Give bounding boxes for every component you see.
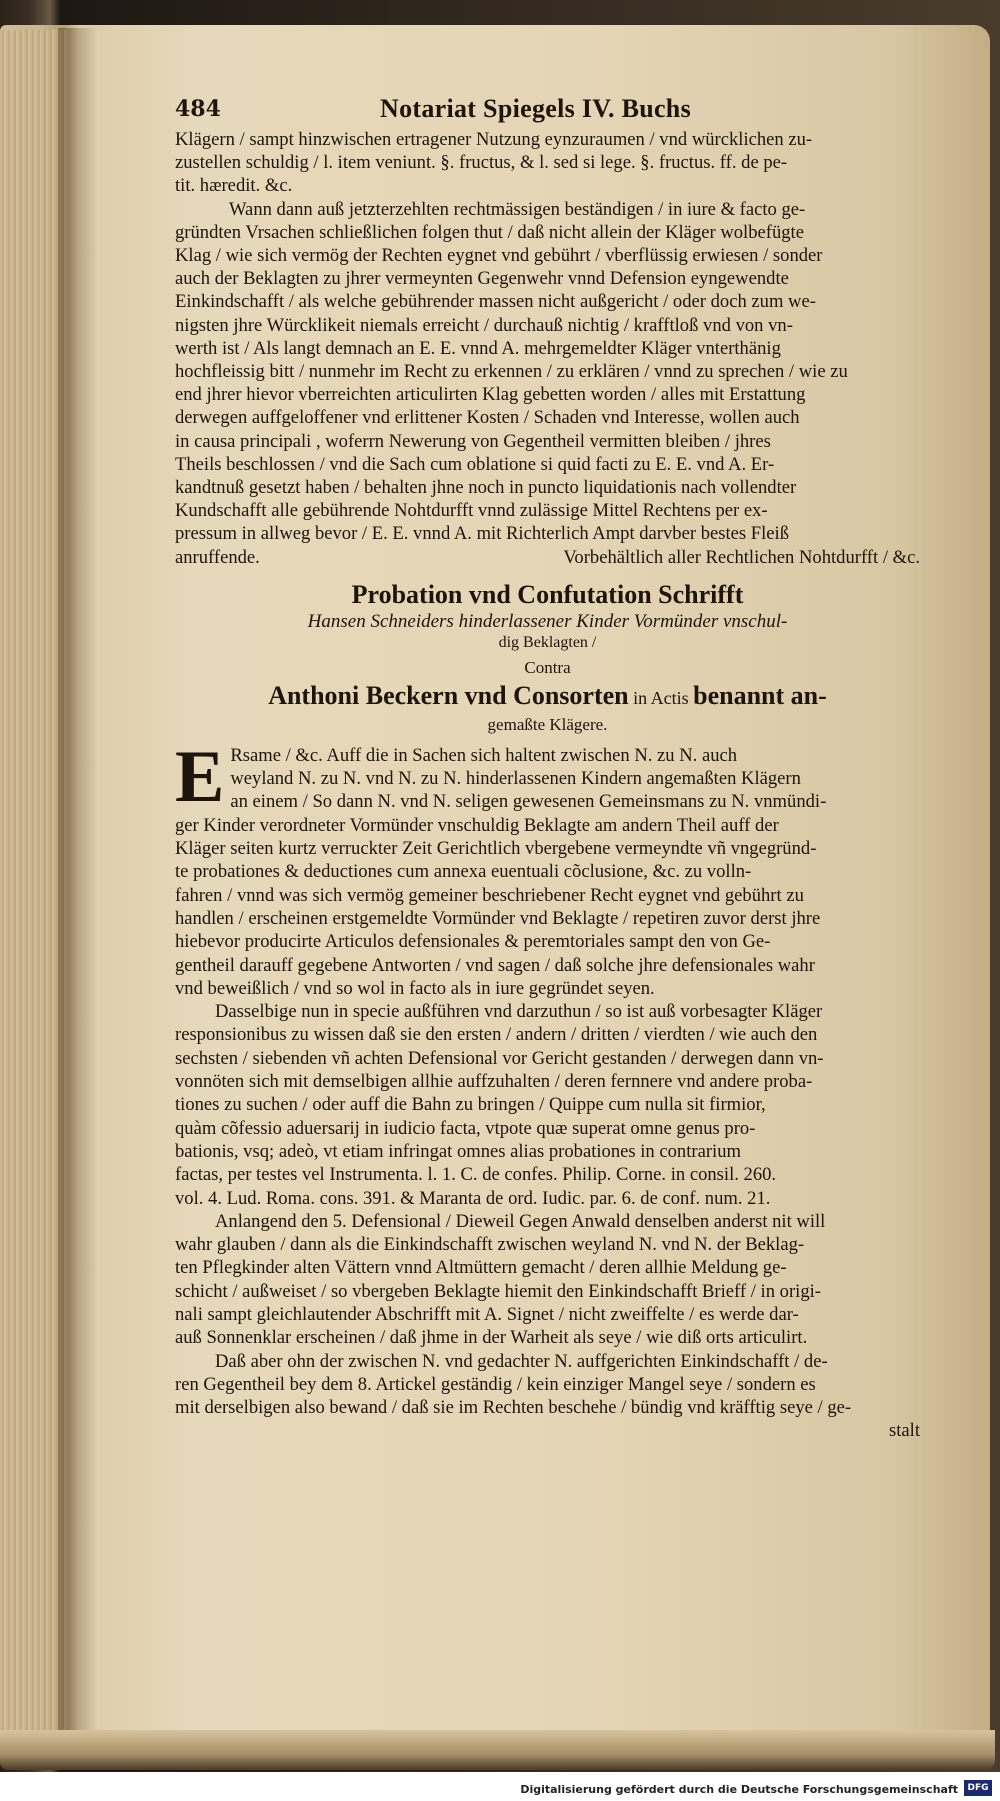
text-line: zustellen schuldig / l. item veniunt. §. fructus, & l. sed si lege. §. fructus. ff. de pe-: [175, 152, 788, 174]
text-line: kandtnuß gesetzt haben / behalten jhne noch in puncto liquidationis nach vollendter: [175, 477, 797, 499]
text-line: in causa principali , woferrn Newerung von Gegentheil vermitten bleiben / jhres: [175, 430, 771, 452]
text-line: Anlangend den 5. Defensional / Dieweil Gegen Anwald denselben anderst nit will: [215, 1210, 826, 1232]
text-line: werth ist / Als langt demnach an E. E. vnnd A. mehrgemeldter Kläger vnterthänig: [175, 337, 781, 359]
dfg-logo-icon: DFG: [964, 1780, 992, 1796]
parties-heading: [175, 680, 920, 714]
text-line: vnd beweißlich / vnd so wol in facto als in iure gegründet seyen.: [175, 977, 655, 999]
text-line: Rsame / &c. Auff die in Sachen sich haltent zwischen N. zu N. auch: [230, 744, 738, 766]
contra-label: Contra: [524, 657, 571, 677]
text-line: sechsten / siebenden vñ achten Defensional vor Gericht gestanden / derwegen dann vn-: [175, 1047, 824, 1069]
paragraph-5: [175, 1210, 920, 1350]
text-line: schicht / außweiset / so vbergeben Beklagte hiemit den Einkindschafft Brieff / in origi-: [175, 1280, 821, 1302]
text-line: weyland N. zu N. vnd N. zu N. hinderlassenen Kindern angemaßten Klägern: [230, 768, 801, 790]
text-line: gründten Vrsachen schließlichen folgen thut / daß nicht allein der Kläger wolbefügte: [175, 221, 804, 243]
text-line: auch der Beklagten zu jhrer vermeynten Gegenwehr vnnd Defension eyngewendte: [175, 268, 789, 290]
text-line: ten Pflegkinder alten Vättern vnnd Altmüttern gemacht / deren allhie Meldung ge-: [175, 1257, 787, 1279]
text-line: Kundschafft alle gebührende Nohtdurfft vnnd zulässige Mittel Rechtens per ex-: [175, 500, 768, 522]
section-subheading: Hansen Schneiders hinderlassener Kinder Vormünder vnschul-: [307, 610, 788, 632]
section-subheading-cont: dig Beklagten /: [498, 633, 597, 651]
closing-line: [175, 546, 920, 569]
paragraph-6: [175, 1350, 920, 1443]
text-line: derwegen auffgeloffener vnd erlittener Kosten / Schaden vnd Interesse, wollen auch: [175, 407, 800, 429]
text-line: wahr glauben / dann als die Einkindschafft zwischen weyland N. vnd N. der Beklag-: [175, 1234, 805, 1256]
text-line: hochfleissig bitt / nunmehr im Recht zu erkennen / zu erklären / vnnd zu sprechen / wie zu: [175, 361, 848, 383]
text-line: bationis, vsq; adeò, vt etiam infringat omnes alias probationes in contrarium: [175, 1140, 741, 1162]
closing-left: anruffende.: [175, 546, 260, 568]
paragraph-1: [175, 128, 920, 198]
text-line: auß Sonnenklar erscheinen / daß jhme in der Warheit als seye / wie diß orts articulirt.: [175, 1327, 808, 1349]
text-line: Einkindschafft / als welche gebührender massen nicht außgericht / oder doch zum we-: [175, 291, 816, 313]
book-bottom-edge: [0, 1730, 995, 1770]
text-line: Theils beschlossen / vnd die Sach cum oblatione si quid facti zu E. E. vnd A. Er-: [175, 453, 775, 475]
text-line: Klägern / sampt hinzwischen ertragener Nutzung eynzuraumen / vnd würcklichen zu-: [175, 129, 813, 150]
drop-capital: E: [175, 735, 225, 818]
paragraph-2: [175, 198, 920, 546]
text-line: hiebevor producirte Articulos defensionales & peremtoriales sampt den von Ge-: [175, 931, 771, 953]
parties-heading-cont: gemaßte Klägere.: [487, 714, 608, 734]
parties-name: Anthoni Beckern vnd Consorten: [268, 680, 629, 710]
text-line: ger Kinder verordneter Vormünder vnschuldig Beklagte am andern Theil auff der: [175, 814, 779, 836]
catchword: stalt: [889, 1420, 920, 1442]
text-line: vonnöten sich mit demselbigen allhie auffzuhalten / deren fernnere vnd andere proba-: [175, 1071, 813, 1093]
text-line: Wann dann auß jetzterzehlten rechtmässigen beständigen / in iure & facto ge-: [229, 198, 806, 220]
text-line: vol. 4. Lud. Roma. cons. 391. & Maranta de ord. Iudic. par. 6. de conf. num. 21.: [175, 1187, 771, 1209]
text-line: te probationes & deductiones cum annexa euentuali cõclusione, &c. zu volln-: [175, 861, 752, 883]
text-line: responsionibus zu wissen daß sie den ersten / andern / dritten / vierdten / wie auch den: [175, 1024, 818, 1046]
gutter-shadow: [58, 28, 98, 1763]
text-line: nali sampt gleichlautender Abschrifft mit A. Signet / nicht zweiffelte / es werde dar-: [175, 1303, 799, 1325]
text-line: Kläger seiten kurtz verruckter Zeit Gerichtlich vbergebene vermeyndte vñ vngegründ-: [175, 838, 817, 860]
section-heading: Probation vnd Confutation Schrifft: [351, 579, 744, 609]
text-line: quàm cõfessio aduersarij in iudicio facta, vtpote quæ superat omne genus pro-: [175, 1117, 756, 1139]
text-line: Klag / wie sich vermög der Rechten eygnet vnd gebührt / vberflüssig erwiesen / sonder: [175, 245, 823, 267]
text-line: tiones zu suchen / oder auff die Bahn zu bringen / Quippe cum nulla sit firmior,: [175, 1094, 766, 1116]
text-line: gentheil darauff gegebene Antworten / vnd sagen / daß solche jhre defensionales wahr: [175, 954, 815, 976]
text-line: tit. hæredit. &c.: [175, 175, 293, 197]
text-line: handlen / erscheinen erstgemeldte Vormünder vnd Beklagte / repetiren zuvor derst jhre: [175, 907, 821, 929]
page-header: [175, 92, 920, 128]
text-line: an einem / So dann N. vnd N. seligen gewesenen Gemeinsmans zu N. vnmündi-: [230, 791, 827, 813]
digitization-credit: Digitalisierung gefördert durch die Deutsche Forschungsgemeinschaft: [520, 1783, 958, 1796]
closing-right: Vorbehältlich aller Rechtlichen Nohtdurfft / &c.: [563, 546, 920, 568]
text-line: factas, per testes vel Instrumenta. l. 1. C. de confes. Philip. Corne. in consil. 260.: [175, 1164, 777, 1186]
parties-in-actis: in Actis: [628, 687, 694, 708]
running-title: Notariat Spiegels IV. Buchs: [380, 94, 691, 123]
paragraph-3: [175, 735, 920, 1000]
text-line: ren Gegentheil bey dem 8. Artickel geständig / kein einziger Mangel seye / sondern es: [175, 1373, 816, 1395]
paragraph-4: [175, 1000, 920, 1210]
text-line: Daß aber ohn der zwischen N. vnd gedachter N. auffgerichten Einkindschafft / de-: [215, 1350, 828, 1372]
parties-benannt: benannt an-: [693, 680, 827, 710]
text-line: nigsten jhre Würcklikeit niemals erreicht / durchauß nichtig / krafftloß vnd von vn-: [175, 314, 793, 336]
printed-page: [175, 92, 920, 1592]
text-line: mit derselbigen also bewand / daß sie im Rechten beschehe / bündig vnd kräfftig seye / ge-: [175, 1397, 852, 1419]
text-line: end jhrer hievor vberreichten articulirten Klag gebetten worden / alles mit Erstattung: [175, 384, 806, 406]
text-line: Dasselbige nun in specie außführen vnd darzuthun / so ist auß vorbesagter Kläger: [215, 1001, 823, 1023]
page-number: 484: [175, 96, 221, 122]
text-line: pressum in allweg bevor / E. E. vnnd A. mit Richterlich Ampt darvber bestes Fleiß: [175, 523, 790, 545]
text-line: fahren / vnnd was sich vermög gemeiner beschriebener Recht eygnet vnd gebührt zu: [175, 884, 804, 906]
